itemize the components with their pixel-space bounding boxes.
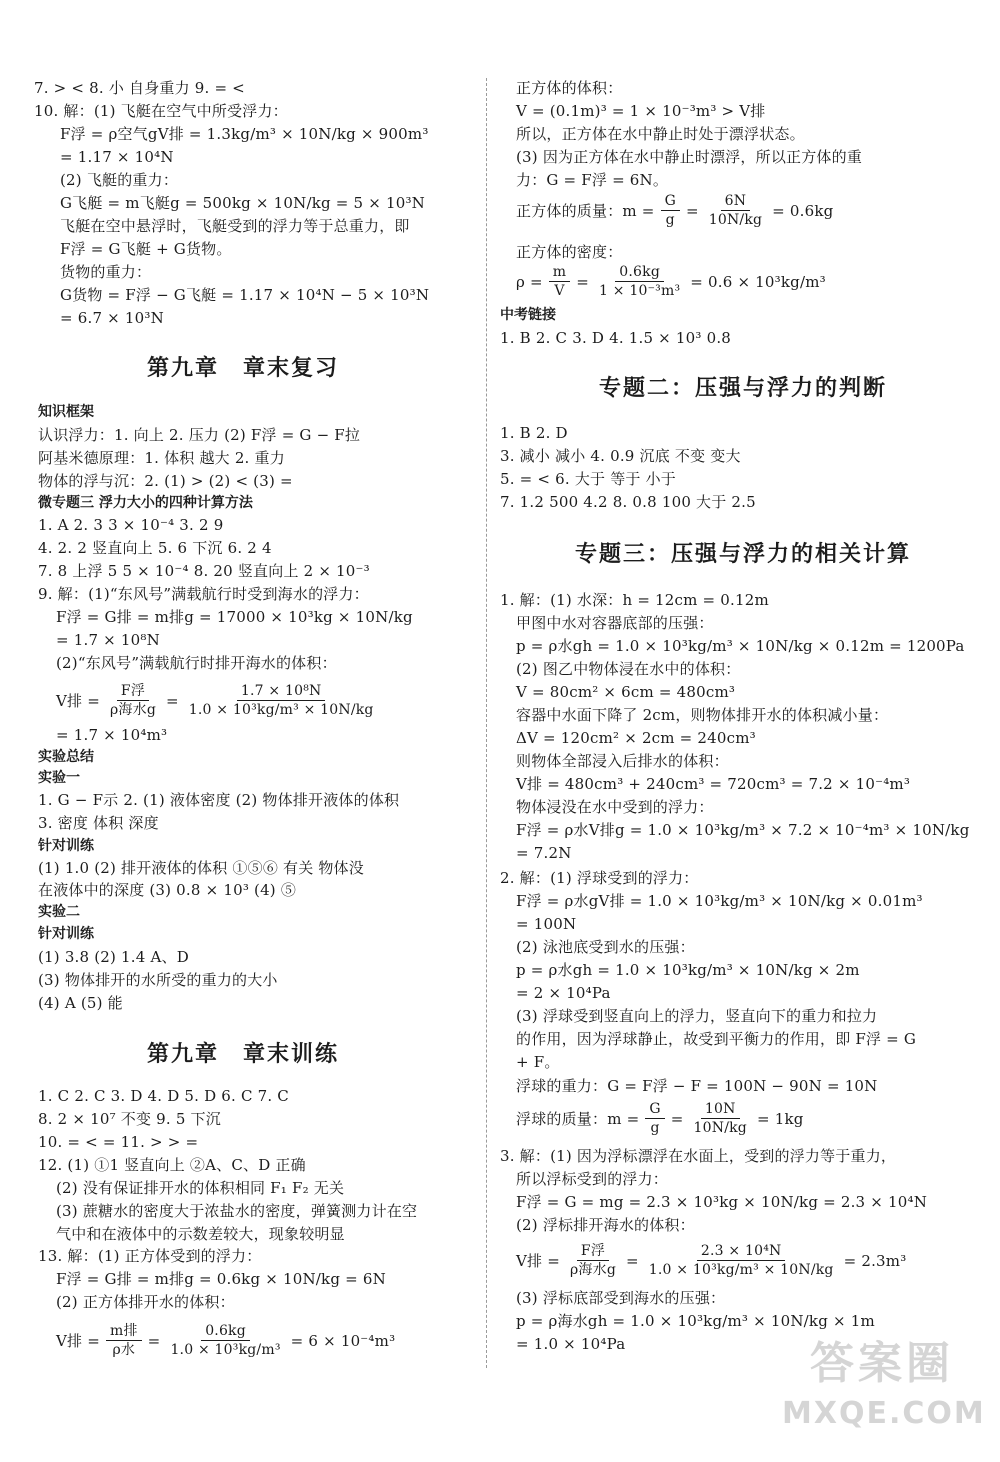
text-line: (2) 泳池底受到水的压强： [516, 938, 695, 956]
fraction-numerator: 10N [701, 1100, 740, 1119]
formula-line [516, 1100, 804, 1137]
text-line: F浮 = G排 = m排g = 17000 × 10³kg × 10N/kg [56, 608, 413, 626]
text-line: 1. B 2. C 3. D 4. 1.5 × 10³ 0.8 [500, 329, 732, 347]
formula-fraction [705, 192, 766, 229]
subsection-title: 针对训练 [38, 838, 94, 854]
fraction-numerator: 0.6kg [615, 263, 664, 282]
text-line: V = 80cm² × 6cm = 480cm³ [516, 683, 736, 701]
watermark-logo [782, 1334, 986, 1444]
formula-fraction [595, 263, 684, 300]
formula-line [516, 1242, 906, 1279]
text-line: 认识浮力：1. 向上 2. 压力 (2) F浮 = G − F拉 [38, 426, 361, 444]
formula-equals: = [685, 201, 699, 220]
text-line: (2) 正方体排开水的体积： [56, 1293, 235, 1311]
text-line: F浮 = G排 = m排g = 0.6kg × 10N/kg = 6N [56, 1270, 386, 1288]
formula-result: = 0.6 × 10³kg/m³ [690, 272, 826, 291]
formula-fraction [690, 1100, 751, 1137]
fraction-denominator: 1 × 10⁻³m³ [599, 283, 681, 299]
formula-fraction [645, 1242, 838, 1279]
formula-fraction [106, 682, 160, 719]
text-line: (3) 蔗糖水的密度大于浓盐水的密度，弹簧测力计在空 [56, 1202, 418, 1220]
formula-fraction [661, 192, 680, 229]
text-line: = 1.7 × 10⁴m³ [56, 726, 168, 744]
subsection-title: 实验二 [38, 904, 80, 920]
formula-result: = 2.3m³ [843, 1251, 907, 1270]
formula-equals: = [670, 1109, 684, 1128]
text-line: 8. 2 × 10⁷ 不变 9. 5 下沉 [38, 1110, 221, 1128]
text-line: (2)“东风号”满载航行时排开海水的体积： [56, 654, 337, 672]
subsection-title: 实验总结 [38, 749, 94, 765]
subsection-title: 知识框架 [38, 404, 94, 420]
text-line: (2) 浮标排开海水的体积： [516, 1216, 695, 1234]
text-line: + F。 [516, 1053, 560, 1071]
text-line: 飞艇在空中悬浮时，飞艇受到的浮力等于总重力，即 [60, 217, 410, 235]
text-line: 甲图中水对容器底部的压强： [516, 614, 714, 632]
fraction-denominator: g [650, 1120, 660, 1136]
subsection-title: 针对训练 [38, 926, 94, 942]
text-line: 10. 解：(1) 飞艇在空气中所受浮力： [34, 102, 288, 120]
text-line: V排 = 480cm³ + 240cm³ = 720cm³ = 7.2 × 10⁻⁴m³ [516, 775, 911, 793]
text-line: 正方体的体积： [516, 79, 623, 97]
text-line: 物体浸没在水中受到的浮力： [516, 798, 714, 816]
formula-line [516, 263, 826, 300]
text-line: 7. > < 8. 小 自身重力 9. = < [34, 79, 245, 97]
text-line: 阿基米德原理：1. 体积 越大 2. 重力 [38, 449, 285, 467]
formula-fraction [166, 1322, 284, 1359]
formula-equals: = [625, 1251, 639, 1270]
text-line: 12. (1) ①1 竖直向上 ②A、C、D 正确 [38, 1156, 306, 1174]
subsection-title: 中考链接 [500, 307, 556, 323]
text-line: 气中和在液体中的示数差较大，现象较明显 [56, 1225, 345, 1243]
section-heading: 专题三：压强与浮力的相关计算 [574, 542, 911, 567]
fraction-denominator: g [665, 212, 675, 228]
fraction-denominator: 10N/kg [708, 212, 763, 228]
text-line: F浮 = ρ水gV排 = 1.0 × 10³kg/m³ × 10N/kg × 0.01m³ [516, 892, 923, 910]
text-line: 7. 1.2 500 4.2 8. 0.8 100 大于 2.5 [500, 493, 756, 511]
text-line: (2) 飞艇的重力： [60, 171, 179, 189]
text-line: 7. 8 上浮 5 5 × 10⁻⁴ 8. 20 竖直向上 2 × 10⁻³ [38, 562, 370, 580]
formula-fraction [185, 682, 378, 719]
fraction-denominator: ρ海水g [569, 1262, 616, 1278]
text-line: 在液体中的深度 (3) 0.8 × 10³ (4) ⑤ [38, 881, 297, 899]
fraction-numerator: 2.3 × 10⁴N [697, 1242, 786, 1261]
fraction-numerator: m排 [106, 1322, 142, 1341]
fraction-denominator: ρ水 [112, 1342, 136, 1358]
text-line: 3. 解：(1) 因为浮标漂浮在水面上，受到的浮力等于重力， [500, 1147, 897, 1165]
text-line: (2) 图乙中物体浸在水中的体积： [516, 660, 741, 678]
text-line: 1. B 2. D [500, 424, 568, 442]
fraction-numerator: m [549, 263, 570, 282]
formula-lhs: 正方体的质量：m = [516, 201, 655, 220]
fraction-numerator: 0.6kg [201, 1322, 250, 1341]
subsection-title: 微专题三 浮力大小的四种计算方法 [38, 495, 253, 511]
fraction-denominator: 1.0 × 10³kg/m³ × 10N/kg [648, 1262, 834, 1278]
text-line: 货物的重力： [60, 263, 152, 281]
column-divider [486, 78, 487, 1368]
text-line: = 1.0 × 10⁴Pa [516, 1335, 626, 1353]
formula-result: = 1kg [756, 1109, 804, 1128]
text-line: = 100N [516, 915, 577, 933]
formula-line [56, 1322, 395, 1359]
text-line: 3. 减小 减小 4. 0.9 沉底 不变 变大 [500, 447, 741, 465]
text-line: 1. A 2. 3 3 × 10⁻⁴ 3. 2 9 [38, 516, 224, 534]
watermark-top: 答案圈 [810, 1338, 954, 1389]
text-line: V = (0.1m)³ = 1 × 10⁻³m³ > V排 [516, 102, 766, 120]
formula-lhs: V排 = [56, 691, 100, 710]
text-line: 所以，正方体在水中静止时处于漂浮状态。 [516, 125, 805, 143]
fraction-denominator: 1.0 × 10³kg/m³ × 10N/kg [188, 702, 374, 718]
text-line: = 2 × 10⁴Pa [516, 984, 611, 1002]
fraction-denominator: ρ海水g [109, 702, 156, 718]
text-line: F浮 = G = mg = 2.3 × 10³kg × 10N/kg = 2.3 × 10⁴N [516, 1193, 928, 1211]
formula-fraction [645, 1100, 664, 1137]
subsection-title: 实验一 [38, 770, 80, 786]
text-line: F浮 = G飞艇 + G货物。 [60, 240, 232, 258]
text-line: 正方体的密度： [516, 243, 623, 261]
formula-line [516, 192, 833, 229]
text-line: 所以浮标受到的浮力： [516, 1170, 669, 1188]
text-line: = 7.2N [516, 844, 572, 862]
text-line: 5. = < 6. 大于 等于 小于 [500, 470, 676, 488]
fraction-denominator: V [554, 283, 565, 299]
section-heading: 第九章 章末复习 [146, 356, 339, 381]
text-line: = 1.17 × 10⁴N [60, 148, 174, 166]
formula-line [56, 682, 378, 719]
text-line: 浮球的重力：G = F浮 − F = 100N − 90N = 10N [516, 1077, 878, 1095]
fraction-denominator: 1.0 × 10³kg/m³ [170, 1342, 281, 1358]
text-line: (3) 因为正方体在水中静止时漂浮，所以正方体的重 [516, 148, 863, 166]
formula-equals: = [576, 272, 590, 291]
text-line: 1. G − F示 2. (1) 液体密度 (2) 物体排开液体的体积 [38, 791, 400, 809]
text-line: 3. 密度 体积 深度 [38, 814, 159, 832]
text-line: = 1.7 × 10⁸N [56, 631, 160, 649]
text-line: 2. 解：(1) 浮球受到的浮力： [500, 869, 699, 887]
formula-fraction [106, 1322, 142, 1359]
formula-equals: = [147, 1331, 161, 1350]
fraction-numerator: G [645, 1100, 664, 1119]
text-line: 13. 解：(1) 正方体受到的浮力： [38, 1247, 262, 1265]
text-line: (3) 浮球受到竖直向上的浮力，竖直向下的重力和拉力 [516, 1007, 878, 1025]
text-line: (4) A (5) 能 [38, 994, 123, 1012]
formula-result: = 0.6kg [772, 201, 834, 220]
text-line: (3) 物体排开的水所受的重力的大小 [38, 971, 278, 989]
text-line: 4. 2. 2 竖直向上 5. 6 下沉 6. 2 4 [38, 539, 272, 557]
text-line: 9. 解：(1)“东风号”满载航行时受到海水的浮力： [38, 585, 369, 603]
text-line: F浮 = ρ空气gV排 = 1.3kg/m³ × 10N/kg × 900m³ [60, 125, 429, 143]
text-line: F浮 = ρ水V排g = 1.0 × 10³kg/m³ × 7.2 × 10⁻⁴m³ × 10N/kg [516, 821, 970, 839]
formula-result: = 6 × 10⁻⁴m³ [290, 1331, 396, 1350]
formula-lhs: ρ = [516, 272, 543, 291]
fraction-numerator: 6N [721, 192, 751, 211]
fraction-numerator: F浮 [577, 1242, 609, 1261]
formula-fraction [549, 263, 570, 300]
text-line: p = ρ海水gh = 1.0 × 10³kg/m³ × 10N/kg × 1m [516, 1312, 875, 1330]
text-line: 10. = < = 11. > > = [38, 1133, 199, 1151]
text-line: (1) 3.8 (2) 1.4 A、D [38, 948, 189, 966]
fraction-numerator: F浮 [117, 682, 149, 701]
formula-lhs: 浮球的质量：m = [516, 1109, 640, 1128]
watermark-bottom: MXQE.COM [782, 1396, 986, 1431]
text-line: 1. 解：(1) 水深：h = 12cm = 0.12m [500, 591, 769, 609]
text-line: p = ρ水gh = 1.0 × 10³kg/m³ × 10N/kg × 2m [516, 961, 860, 979]
text-line: 力：G = F浮 = 6N。 [516, 171, 669, 189]
text-line: G货物 = F浮 − G飞艇 = 1.17 × 10⁴N − 5 × 10³N [60, 286, 430, 304]
text-line: 物体的浮与沉：2. (1) > (2) < (3) = [38, 472, 293, 490]
formula-lhs: V排 = [516, 1251, 560, 1270]
text-line: = 6.7 × 10³N [60, 309, 164, 327]
text-line: (2) 没有保证排开水的体积相同 F₁ F₂ 无关 [56, 1179, 345, 1197]
text-line: 1. C 2. C 3. D 4. D 5. D 6. C 7. C [38, 1087, 289, 1105]
text-line: (3) 浮标底部受到海水的压强： [516, 1289, 726, 1307]
text-line: 则物体全部浸入后排水的体积： [516, 752, 729, 770]
text-line: 的作用，因为浮球静止，故受到平衡力的作用，即 F浮 = G [516, 1030, 917, 1048]
text-line: ΔV = 120cm² × 2cm = 240cm³ [516, 729, 756, 747]
text-line: p = ρ水gh = 1.0 × 10³kg/m³ × 10N/kg × 0.12m = 1200Pa [516, 637, 965, 655]
fraction-numerator: 1.7 × 10⁸N [237, 682, 326, 701]
section-heading: 专题二：压强与浮力的判断 [598, 376, 887, 401]
fraction-numerator: G [661, 192, 680, 211]
text-line: 容器中水面下降了 2cm，则物体排开水的体积减小量： [516, 706, 889, 724]
formula-equals: = [165, 691, 179, 710]
section-heading: 第九章 章末训练 [146, 1042, 339, 1067]
formula-lhs: V排 = [56, 1331, 100, 1350]
fraction-denominator: 10N/kg [693, 1120, 747, 1136]
text-line: G飞艇 = m飞艇g = 500kg × 10N/kg = 5 × 10³N [60, 194, 425, 212]
formula-fraction [566, 1242, 620, 1279]
text-line: (1) 1.0 (2) 排开液体的体积 ①⑤⑥ 有关 物体没 [38, 859, 364, 877]
